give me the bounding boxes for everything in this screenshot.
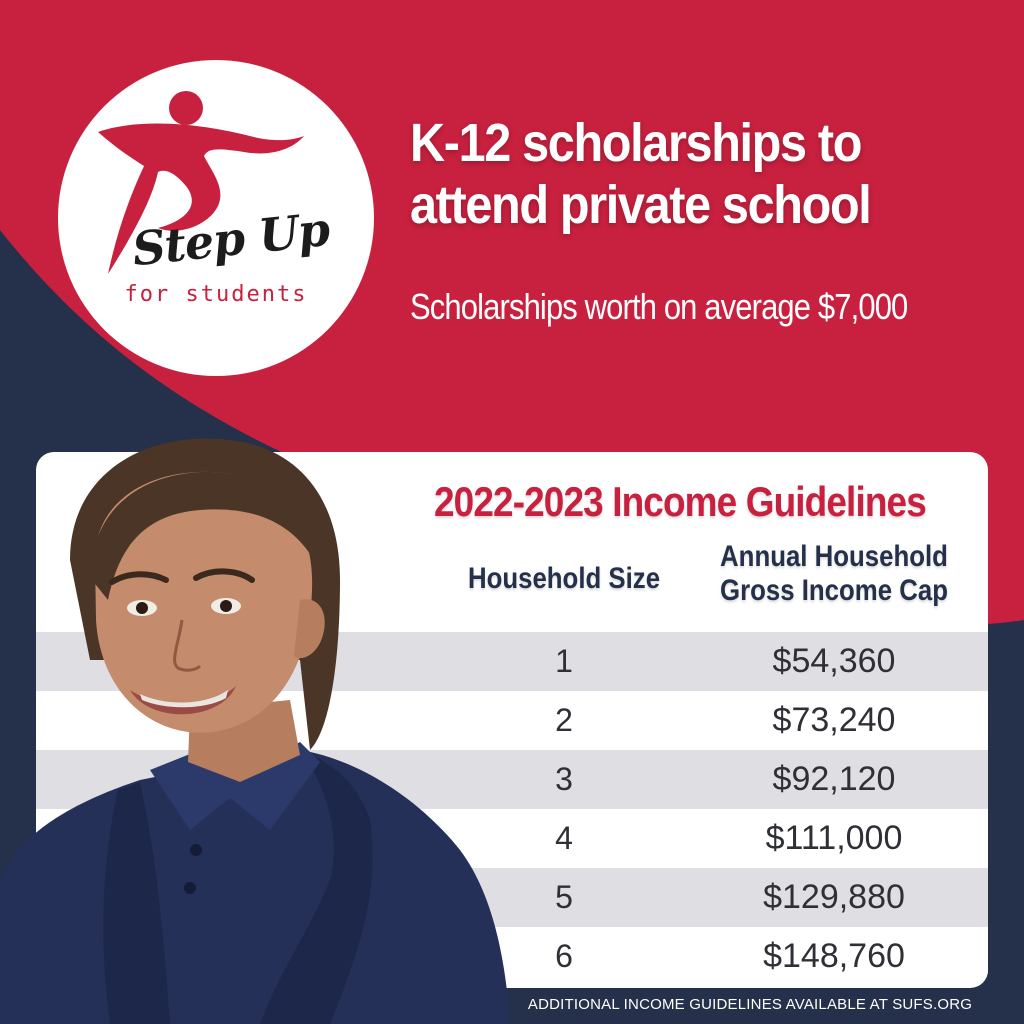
table-title: 2022-2023 Income Guidelines: [434, 478, 926, 525]
household-size-cell: 3: [555, 761, 573, 797]
column-header-income-cap: [705, 540, 963, 608]
household-size-cell: 2: [555, 702, 573, 738]
household-size-cell: 5: [555, 879, 573, 915]
footnote: ADDITIONAL INCOME GUIDELINES AVAILABLE AT SUFS.ORG: [527, 996, 973, 1013]
logo-wordmark: Step Up: [129, 201, 332, 277]
headline: [410, 112, 950, 236]
subheadline: Scholarships worth on average $7,000: [410, 286, 908, 327]
logo-tagline: for students: [124, 282, 308, 307]
headline-line-1: K-12 scholarships to: [410, 113, 862, 173]
income-cap-cell: $92,120: [772, 760, 896, 798]
student-photo: [0, 410, 520, 1024]
column-header-household-size: Household Size: [467, 562, 661, 595]
income-cap-cell: $73,240: [772, 701, 896, 739]
column-header-income-cap-line-2: Gross Income Cap: [720, 574, 948, 607]
income-cap-cell: $148,760: [763, 937, 905, 975]
household-size-cell: 1: [555, 643, 573, 679]
household-size-cell: 4: [555, 820, 573, 856]
column-header-income-cap-line-1: Annual Household: [720, 540, 948, 573]
household-size-cell: 6: [555, 938, 573, 974]
income-cap-cell: $54,360: [772, 642, 896, 680]
step-up-logo: [58, 60, 374, 376]
headline-line-2: attend private school: [410, 175, 871, 235]
income-cap-cell: $129,880: [763, 878, 905, 916]
income-cap-cell: $111,000: [765, 819, 903, 857]
